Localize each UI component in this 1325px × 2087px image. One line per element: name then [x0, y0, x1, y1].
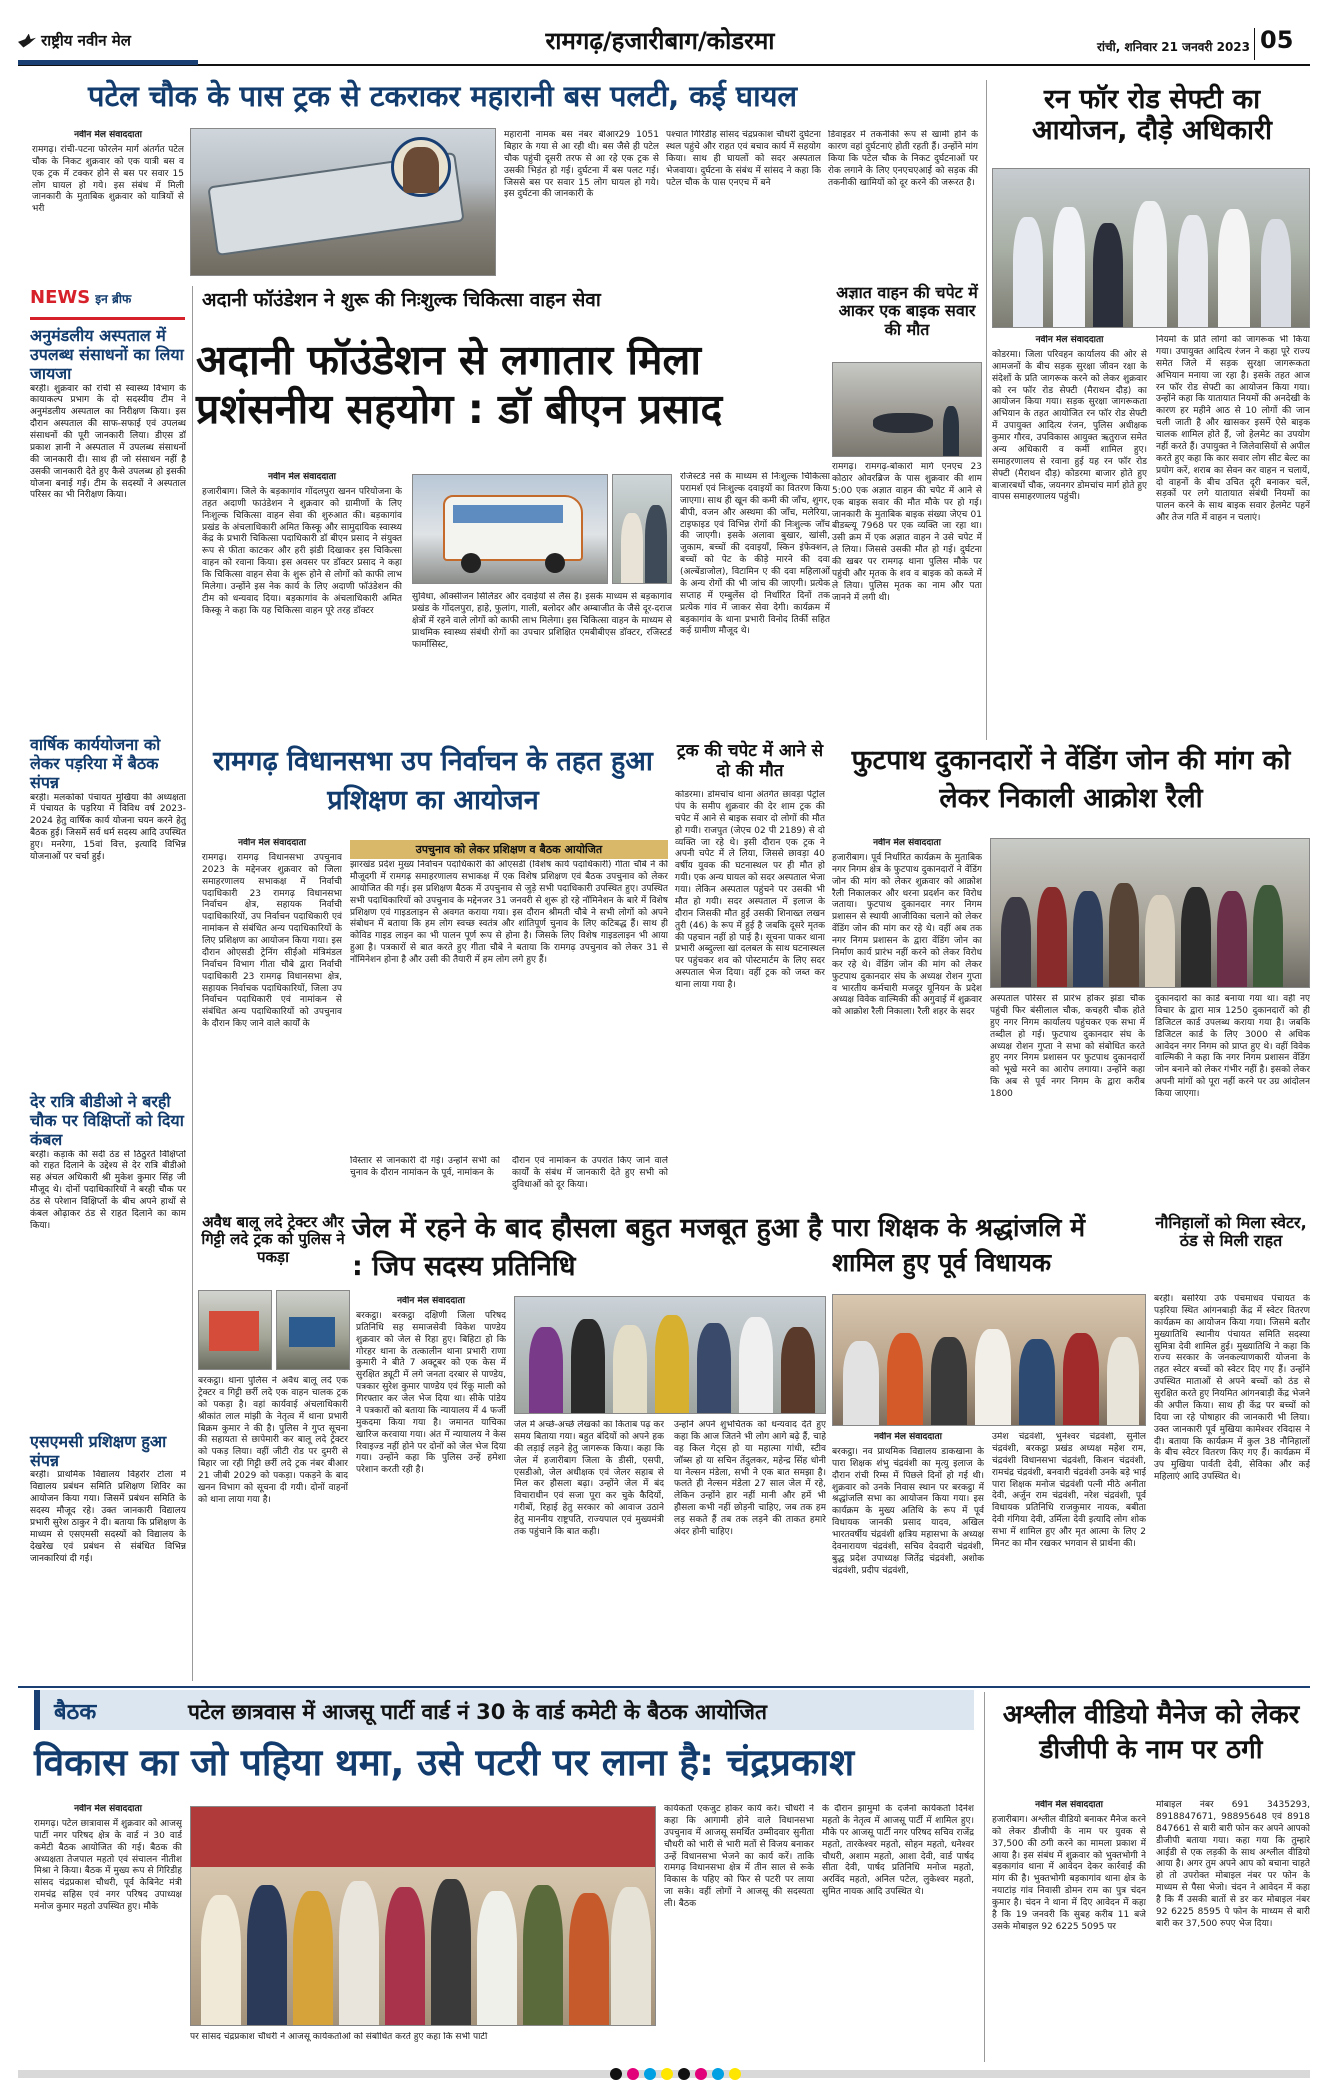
adani-headline: अदानी फॉउंडेशन से लगातार मिला प्रशंसनीय सहयोग : डॉ बीएन प्रसाद	[196, 336, 723, 434]
medical-van-photo	[412, 474, 608, 584]
register-dot	[627, 2068, 639, 2080]
party-meeting-photo	[190, 1806, 656, 2026]
bus-story-col2: महारानी नामक बस नंबर बीआर29 1051 बिहार के गया से आ रही थी। बस जैसे ही पटेल चौक पहुंची दूसरी तरफ से आ रहे एक ट्रक से उसकी भिड़ंत हो गई। दुर्घटना में बस पलट गई। जिससे बस पर सवार 15 लोग घायल हो गये। इस दुर्घटना की जानकारी के	[504, 130, 659, 200]
bus-story-col3: पश्चात गिरिडीह सांसद चंद्रप्रकाश चौधरी दुर्घटना स्थल पहुंचे और राहत एवं बचाव कार्य में सहयोग किया। साथ ही घायलों को सदर अस्पताल भेजवाया। दुर्घटना के संबंध में सांसद ने कहा कि पटेल चौक के पास एनएच में बने	[666, 130, 821, 188]
footpath-rally-photo	[990, 838, 1310, 988]
issue-date: रांची, शनिवार 21 जनवरी 2023	[1097, 40, 1250, 54]
color-register-marks	[610, 2068, 750, 2080]
sweater-distribution-body: बरही। बसरिया उर्फ पंचमाधव पंचायत के पड़रिया स्थित आंगनबाड़ी केंद्र में स्वेटर वितरण कार्यक्रम का आयोजन किया गया। जिसमे बतौर मुख्यातिथि स्थानीय पंचायत समिति सदस्या सुमित्रा देवी शामिल हुई। मुख्यातिथि ने कहा कि राज्य सरकार के जनकल्याणकारी योजना के तहत स्वेटर बच्चों को स्वेटर दिए गए हैं। उन्होंने उपस्थित माताओं से अपने बच्चों को ठंड से सुरक्षित करते हुए नियमित आंगनबाड़ी केंद्र भेजने की अपील किया। साथ ही केंद्र पर बच्चों को दिया जा रहे पोषाहार की जानकारी भी लिया। उक्त जानकारी पूर्व मुखिया कामेश्वर रविदास ने दी। बताया कि कार्यक्रम में कुल 38 नौनिहालों के बीच स्वेटर वितरण किए गए हैं। कार्यक्रम में उप मुखिया पार्वती देवी, सेविका और कई महिलाएं आदि उपस्थित थे।	[1154, 1294, 1310, 1483]
register-dot	[678, 2068, 690, 2080]
jail-story-col2: जेल में अच्छे-अच्छे लेखकों का किताब पढ़ कर समय बिताया गया। बहुत बंदियों को अपने हक की लड़ाई लड़ने हेतु जागरूक किया। कहा कि जेल में हजारीबाग जिला के डीसी, एसपी, एसडीओ, जेल अधीक्षक एवं जेलर सहाब से मिल कर हौसला बढ़ा। उन्होंने जेल में बंद विचाराधीन एवं सजा पूरा कर चुके कैदियों, गरीबों, रिहाई हेतु सरकार को आवाज उठाने हेतु माननीय राष्ट्रपति, राज्यपाल एवं मुख्यमंत्री तक पहुंचाने कि बात कही।	[514, 1420, 664, 1537]
lower-right-divider	[984, 1692, 985, 2062]
byline: नवीन मेल संवाददाता	[74, 130, 142, 140]
footpath-story-col1: नवीन मेल संवाददाता हजारीबाग। पूर्व निर्धारित कार्यक्रम के मुताबिक नगर निगम क्षेत्र के फुटपाथ दुकानदारों ने वेंडिंग जोन की मांग को लेकर शुक्रवार को आक्रोश रैली निकालकर और धरना प्रदर्शन कर विरोध जताया। फुटपाथ दुकानदार नगर निगम प्रशासन से स्थायी आजीविका चलाने को लेकर वेंडिंग जोन की मांग कर रहे थे। वहीं अब तक नगर निगम प्रशासन के द्वारा वेंडिंग जोन का निर्माण कार्य प्रारंभ नहीं करने को लेकर विरोध कर रहे थे। वेंडिंग जोन की मांग को लेकर फुटपाथ दुकानदार संघ के अध्यक्ष रोशन गुप्ता व भारतीय कर्मचारी मजदूर यूनियन के प्रदेश अध्यक्ष विवेक वाल्मिकी की अगुवाई में शुक्रवार को आक्रोश रैली निकाला। रैली शहर के सदर	[832, 838, 982, 1018]
run-story-col2: नियमों के प्रति लोगों को जागरूक भी किया गया। उपायुक्त आदित्य रंजन ने कहा पूरे राज्य समेत जिले में सड़क सुरक्षा जागरूकता अभियान मनाया जा रहा है। इसके तहत आज रन फॉर रोड सेफ्टी का आयोजन किया गया। उन्होंने कहा कि यातायात नियमों की अनदेखी के कारण हर महीने आठ से 10 लोगों की जान चली जाती है और खासकर इसमें ऐसे बाइक चालक शामिल होते हैं, जो हेलमेट का उपयोग नहीं करते हैं। उपायुक्त ने जिलेवासियों से अपील करते हुए कहा कि कार सवार लोग सीट बेल्ट का प्रयोग करें, शराब का सेवन कर वाहन न चलायें, दो वाहनों के बीच उचित दूरी बनाकर चलें, सड़कों पर लगे यातायात संबंधी नियमों का पालन करने के साथ बाइक सवार हेलमेट पहनें और तेज गति में वाहन न चलाएं।	[1156, 335, 1310, 524]
ramgarh-story-col2: झारखंड प्रदेश मुख्य निर्वाचन पदाधिकारी की ओएसडी (विशेष कार्य पदाधिकारी) गीता चौबे ने की मौजूदगी में रामगढ़ समाहरणालय सभाकक्ष में एक विशेष प्रशिक्षण एवं बैठक उपचुनाव को लेकर आयोजित की गई। इस प्रशिक्षण बैठक में उपचुनाव से जुड़े सभी पदाधिकारी उपस्थित हुए। उपस्थित सभी पदाधिकारियों को उपचुनाव के मद्देनजर 31 जनवरी से शुरू हो रहे नॉमिनेशन के बारे में विशेष प्रशिक्षण एवं गाइडलाइन से अवगत कराया गया। इस दौरान श्रीमती चौबे ने सभी लोगों को अपने संबोधन में बताया कि हम लोग स्वच्छ स्वतंत्र और शांतिपूर्ण चुनाव के लिए कटिबद्ध हैं। साथ ही कोविड गाइड लाइन का भी पालन पूर्ण रूप से होना है। जिसके लिए विशेष गाइडलाइन भी आया हुआ है। पत्रकारों से बात करते हुए गीता चौबे ने बताया कि रामगढ़ उपचुनाव को लेकर 31 से नॉमिनेशन होना है और उसी की तैयारी में हम लोग लगे हुए हैं।	[350, 860, 668, 965]
register-dot	[644, 2068, 656, 2080]
register-dot	[729, 2068, 741, 2080]
adani-kicker: अदानी फॉउंडेशन ने शुरू की निःशुल्क चिकित्सा वाहन सेवा	[202, 289, 601, 311]
sweater-distribution-headline: नौनिहालों को मिला स्वेटर, ठंड से मिली राहत	[1155, 1213, 1307, 1251]
section-title: रामगढ़/हजारीबाग/कोडरमा	[545, 27, 775, 55]
page-number: 05	[1260, 26, 1294, 54]
bird-logo-icon	[18, 34, 36, 48]
ramgarh-story-col1: नवीन मेल संवाददाता रामगढ़। रामगढ़ विधानसभा उपचुनाव 2023 के मद्देनजर शुक्रवार को जिला समाहरणालय सभाकक्ष में निर्वाची पदाधिकारी 23 रामगढ़ विधानसभा निर्वाचन क्षेत्र, सहायक निर्वाची पदाधिकारियों, उप निर्वाचन पदाधिकारी एवं नामांकन से संबंधित अन्य पदाधिकारियों के लिए प्रशिक्षण का आयोजन किया गया। इस दौरान ओएसडी ट्रेनिंग सीईओ मंत्रिमंडल निर्वाचन विभाग गीता चौबे द्वारा निर्वाची पदाधिकारी 23 रामगढ़ विधानसभा क्षेत्र, सहायक निर्वाचक पदाधिकारियों, जिला उप निर्वाचन पदाधिकारी एवं नामांकन से संबंधित अन्य पदाधिकारियों को उपचुनाव के दौरान किए जाने वाले कार्यों के	[202, 838, 342, 1030]
jail-story-col1: नवीन मेल संवाददाता बरकट्ठा। बरकट्ठा दक्षिणी जिला परिषद प्रतिनिधि सह समाजसेवी विकेश पाण्डेय शुक्रवार को जेल से रिहा हुए। बिहिटा हो कि गोरहर थाना के तत्कालीन थाना प्रभारी राणा कुमारी ने बीते 7 अक्टूबर को एक केस में सुरक्षित ड्यूटी में लगे जनता दरबार से पाण्डेय, पत्रकार सुरेश कुमार पाण्डेय एवं रिंकू माली को गिरफ्तार कर जेल भेज दिया था। सीके पांडेय ने पत्रकारों को बताया कि न्यायालय में 4 फर्जी मुकदमा किया गया है। जमानत याचिका खारिज करवाया गया। अंत में न्यायालय ने केस रिवाइज्ड नहीं होने पर दोनों को जेल भेज दिया गया। उन्होंने कहा कि पुलिस उन्हें हमेशा परेशान करती रही है।	[356, 1296, 506, 1476]
ramgarh-training-headline: रामगढ़ विधानसभा उप निर्वाचन के तहत हुआ प्रशिक्षण का आयोजन	[213, 746, 653, 817]
footpath-story-col2: अस्पताल परिसर से प्रारंभ होकर झंडा चौक पहुंची फिर बंसीलाल चौक, कचहरी चौक होते हुए नगर निगम कार्यालय पहुंचकर एक सभा में तब्दील हो गई। फुटपाथ दुकानदार संघ के अध्यक्ष रोशन गुप्ता ने सभा को संबोधित करते हुए नगर निगम प्रशासन पर फुटपाथ दुकानदारों को भूखे मरने का आरोप लगाया। उन्होंने कहा कि अब से पूर्व नगर निगम के द्वारा करीब 1800	[990, 994, 1145, 1099]
jail-release-photo	[514, 1296, 826, 1414]
footpath-story-col3: दुकानदारों का कार्ड बनाया गया था। वहीं नए विचार के द्वारा मात्र 1250 दुकानदारों को ही डिजिटल कार्ड उपलब्ध कराया गया है। जबकि डिजिटल कार्ड के लिए 3000 से अधिक आवेदन नगर निगम को प्राप्त हुए थे। वहीं विवेक वाल्मिकी ने कहा कि नगर निगम प्रशासन वेंडिंग जोन बनाने को लेकर गंभीर नहीं है। इसको लेकर अपनी मांगों को पूरा नहीं करने पर उग्र आंदोलन किया जाएगा।	[1155, 994, 1310, 1099]
jail-story-col3: उन्होंने अपने शुभचिंतक को धन्यवाद देते हुए कहा कि आज जितने भी लोग आगे बढ़े हैं, चाहे वह किल गेट्स हो या महात्मा गांधी, स्टीव जॉब्स हो या सचिन तेंदुलकर, महेन्द्र सिंह धोनी या नेल्सन मंडेला, सभी ने एक बात समझा है। फलते ही नेल्सन मंडेला 27 साल जेल में रहे, लेकिन उन्होंने हार नहीं मानी और हमें भी हौसला कभी नहीं छोड़नी चाहिए, जब तक हम लड़ सकते हैं तब तक लड़ने की ताकत हमारे अंदर होनी चाहिए।	[674, 1420, 826, 1537]
footpath-rally-headline: फुटपाथ दुकानदारों ने वेंडिंग जोन की मांग को लेकर निकाली आक्रोश रैली	[851, 745, 1291, 814]
bus-story-col1: नवीन मेल संवाददाता रामगढ़। रांची-पटना फोरलेन मार्ग अंतर्गत पटेल चौक के निकट शुक्रवार को एक यात्री बस व एक ट्रक में टक्कर होने से बस पर सवार 15 लोग घायल हो गये। इस संबंध में मिली जानकारी के मुताबिक शुक्रवार को यात्रियों से भरी	[32, 130, 184, 215]
vikas-story-col4: के दौरान झामुमो के दर्जनों कार्यकर्ता दिनेश महतो के नेतृत्व में आजसू पार्टी में शामिल हुए। मौके पर आजसू पार्टी नगर परिषद सचिव राजेंद्र महतो, तारकेश्वर महतो, सोहन महतो, धनेश्वर चौधरी, अशाम महतो, आशा देवी, वार्ड पार्षद सीता देवी, पार्षद प्रतिनिधि मनोज महतो, अरविंद महतो, अनिल पटेल, लुकेश्वर महतो, सुमित नायक आदि उपस्थित थे।	[822, 1804, 974, 1898]
masthead	[18, 30, 278, 60]
teacher-story-col2: उमेश चंद्रवंशी, भुनेश्वर चंद्रवंशी, सुनील चंद्रवंशी, बरकट्ठा प्रखंड अध्यक्ष महेश राम, चंद्रवंशी विधानसभा चंद्रवंशी, किशन चंद्रवंशी, रामचंद्र चंद्रवंशी, बनवारी चंद्रवंशी उनके बड़े भाई पारा शिक्षक मनोज चंद्रवंशी पत्नी मीठे अनीता देवी, अर्जुन राम चंद्रवंशी, नरेश चंद्रवंशी, पूर्व विधायक प्रतिनिधि राजकुमार नायक, बबीता देवी गंगिया देवी, उर्मिला देवी इत्यादि लोग शोक सभा में शामिल हुए और मृत आत्मा के लिए 2 मिनट का मौन रखकर भगवान से प्रार्थना की।	[992, 1432, 1146, 1549]
tractor-photo-2	[276, 1290, 350, 1370]
brand-name: राष्ट्रीय नवीन मेल	[41, 31, 131, 50]
run-safety-headline: रन फॉर रोड सेफ्टी का आयोजन, दौड़े अधिकारी	[1031, 84, 1273, 147]
bike-accident-photo	[832, 362, 982, 457]
video-fraud-headline: अश्लील वीडियो मैनेज को लेकर डीजीपी के नाम पर ठगी	[1002, 1700, 1300, 1766]
adani-story-col2: सुविधा, ऑक्सीजन सिलिंडर और दवाईयों से लैस है। इसके माध्यम से बड़कागांव प्रखंड के गोंदलपुरा, हाहे, फुलांग, गाली, बलोदर और अम्बाजीत के जैसे दूर-दराज क्षेत्रों में रहने वाले लोगों को काफी लाभ मिलेगा। इस चिकित्सा वाहन के माध्यम से प्राथमिक स्वास्थ्य संबंधी रोगों का उपचार प्रशिक्षित एमबीबीएस डॉक्टर, रजिस्टर्ड फार्मासिस्ट,	[412, 592, 672, 650]
run-story-col1: नवीन मेल संवाददाता कोडरमा। जिला परिवहन कार्यालय की ओर से आमजनों के बीच सड़क सुरक्षा जीवन रक्षा के संदेशों के प्रति जागरूक करने को लेकर शुक्रवार को रन फॉर रोड सेफ्टी (मैराथन दौड़) का आयोजन किया गया। सड़क सुरक्षा जागरूकता अभियान के तहत आयोजित रन फॉर रोड सेफ्टी में उपायुक्त आदित्य रंजन, पुलिस अधीक्षक कुमार गौरव, उपविकास आयुक्त ऋतुराज समेत अन्य अधिकारी व कर्मी शामिल हुए। समाहरणालय से रवाना हुई यह रन फॉर रोड सेफ्टी (मैराथन दौड़) कोडरमा बाजार होते हुए बाजारबधों चौक, जयनगर डोमचांच मार्ग होते हुए वापस समाहरणालय पहुंची।	[992, 335, 1147, 503]
bus-story-col4: डिवाइडर में तकनीकी रूप से खामी होने के कारण वहां दुर्घटनाएं होती रहती हैं। उन्होंने मांग किया कि पटेल चौक के निकट दुर्घटनाओं पर रोक लगाने के लिए एनएचएआई को सड़क की तकनीकी खामियों को दूर करने की जरूरत है।	[828, 130, 978, 188]
ramgarh-subtitle: उपचुनाव को लेकर प्रशिक्षण व बैठक आयोजित	[350, 840, 668, 859]
bus-accident-headline: पटेल चौक के पास ट्रक से टकराकर महारानी बस पलटी, कई घायल	[88, 79, 798, 113]
tribute-photo	[832, 1294, 1146, 1426]
header-rule	[18, 64, 1310, 66]
sidebar-brief-1: अनुमंडलीय अस्पताल में उपलब्ध संसाधनों का लिया जायजा बरही। शुक्रवार को रांची से स्वास्थ्य विभाग के कायाकल्प प्रभाग के दो सदस्यीय टीम ने अनुमंडलीय अस्पताल का निरीक्षण किया। इस दौरान अस्पताल की साफ-सफाई एवं उपलब्ध संसाधनों की पूरी जानकारी लिया। डीएस डॉ प्रकाश ज्ञानी ने अस्पताल में उपलब्ध संसाधनों की जानकारी दी। साथ ही जो संसाधन नहीं है उसकी जानकारी देते हुए कैसे उपलब्ध हो इसकी योजना बनाई गई। टीम के सदस्यों ने अस्पताल परिसर का भी निरीक्षण किया।	[30, 326, 186, 501]
video-fraud-col1: नवीन मेल संवाददाता हजारीबाग। अश्लील वीडियो बनाकर मैनेज करने को लेकर डीजीपी के नाम पर युवक से 37,500 की ठगी करने का मामला प्रकाश में आया है। इस संबंध में शुक्रवार को भुक्तभोगी ने बड़कागांव थाना में आवेदन देकर कार्रवाई की मांग की है। भुक्तभोगी बड़कागांव थाना क्षेत्र के नयाटांड़ गांव निवासी डोमन राम का पुत्र चंदन कुमार है। चंदन ने थाना में दिए आवेदन में कहा है कि 19 जनवरी कि सुबह करीब 11 बजे उसके मोबाइल 92 6225 5095 पर	[992, 1800, 1146, 1932]
teacher-story-col1: नवीन मेल संवाददाता बरकट्ठा। नव प्राथमिक विद्यालय डाकखाना के पारा शिक्षक शंभु चंद्रवंशी का मृत्यु इलाज के दौरान रांची रिम्स में पिछले दिनों हो गई थी। शुक्रवार को उनके निवास स्थान पर बरकट्ठा में श्रद्धांजलि सभा का आयोजन किया गया। इस कार्यक्रम के मुख्य अतिथि के रूप में पूर्व विधायक जानकी प्रसाद यादव, अखिल भारतवर्षीय चंद्रवंशी क्षत्रिय महासभा के अध्यक्ष देवनारायण चंद्रवंशी, सचिव देवदारी चंद्रवंशी, बुद्ध प्रदेश उपाध्यक्ष जितेंद्र चंद्रवंशी, अशोक चंद्रवंशी, प्रदीप चंद्रवंशी,	[832, 1432, 984, 1576]
news-brief-rule	[30, 317, 185, 320]
ramgarh-story-col3: विस्तार से जानकारी दी गई। उन्होंने सभी को चुनाव के दौरान नामांकन के पूर्व, नामांकन के	[350, 1156, 500, 1178]
tractor-photo-1	[198, 1290, 272, 1370]
adani-ribbon-photo	[612, 474, 672, 584]
jail-headline: जेल में रहने के बाद हौसला बहुत मजबूत हुआ है : जिप सदस्य प्रतिनिधि	[352, 1213, 823, 1282]
header-divider	[1254, 28, 1255, 60]
teacher-tribute-headline: पारा शिक्षक के श्रद्धांजलि में शामिल हुए पूर्व विधायक	[832, 1213, 1086, 1277]
sidebar-brief-2: वार्षिक कार्ययोजना को लेकर पड़रिया में बैठक संपन्न बरही। मलकोको पंचायत मुखिया की अध्यक्षता में पंचायत के पड़रिया में विविध वर्ष 2023-2024 हेतु वार्षिक कार्य योजना चयन करने हेतु बैठक हुई। जिसमें सर्व धर्म सदस्य आदि उपस्थित हुए। मनरेगा, 15वां वित्त, इत्यादि विभिन्न योजनाओं पर चर्चा हुई।	[30, 735, 186, 862]
news-brief-label: NEWS इन ब्रीफ	[30, 287, 132, 308]
meeting-strip-text: पटेल छात्रवास में आजसू पार्टी वार्ड नं 30 के वार्ड कमेटी के बैठक आयोजित	[188, 1700, 767, 1724]
bike-accident-body: रामगढ़। रामगढ़-बोकारो मार्ग एनएच 23 कोठार ओवरब्रिज के पास शुक्रवार की शाम 5:00 एक अज्ञात वाहन की चपेट में आने से एक बाइक सवार की मौत मौके पर हो गई। जानकारी के मुताबिक बाइक संख्या जेएच 01 बीडब्ल्यू 7968 पर एक व्यक्ति जा रहा था। उसी क्रम में एक अज्ञात वाहन ने उसे चपेट में ले लिया। जिससे उसकी मौत हो गई। दुर्घटना की खबर पर रामगढ़ थाना पुलिस मौके पर पहुंची और मृतक के शव व बाइक को कब्जे में ले लिया। पुलिस मृतक का नाम और पता जानने में लगी थी।	[832, 462, 982, 603]
header-accent-bar	[18, 60, 198, 65]
truck-death-body: कोडरमा। डोमचांच थाना अंतर्गत छावड़ा पेट्रोल पंप के समीप शुक्रवार की देर शाम ट्रक की चपेट में आने से बाइक सवार दो लोगों की मौत हो गयी। राजपुत (जेएच 02 पी 2189) से दो व्यक्ति जा रहे थे। इसी दौरान एक ट्रक ने अपनी चपेट में ले लिया, जिससे छावड़ा 40 वर्षीय युवक की घटनास्थल पर ही मौत हो गयी। एक अन्य घायल को सदर अस्पताल भेजा गया। लेकिन अस्पताल पहुंचने पर उसकी भी मौत हो गयी। सदर अस्पताल में इलाज के दौरान जिसकी मौत हुई उसकी शिनाख्त लखन तुरी (46) के रूप में हुई है जबकि दूसरे मृतक की पहचान नहीं हो पाई है। सूचना पाकर थाना प्रभारी अब्दुल्ला खां दलबल के साथ घटनास्थल पर पहुंचकर शव को पोस्टमार्टम के लिए सदर अस्पताल भेज दिया। वहीं ट्रक को जब्त कर थाना लाया गया है।	[675, 790, 825, 990]
lower-section-rule	[18, 1686, 1310, 1688]
register-dot	[712, 2068, 724, 2080]
vikas-story-col3: कार्यकर्ता एकजुट होकर कार्य करें। चौधरी ने कहा कि आगामी होने वाले विधानसभा उपचुनाव में आजसू समर्थित उम्मीदवार सुनीता चौधरी को भारी से भारी मतों से विजय बनाकर उन्हें विधानसभा भेजने का कार्य करें। ताकि रामगढ़ विधानसभा क्षेत्र में तीन साल से रूके विकास के पहिए को फिर से पटरी पर लाया जा सके। वहीं लोगों ने आजसू की सदस्यता ली। बैठक	[664, 1804, 814, 1909]
bike-accident-headline: अज्ञात वाहन की चपेट में आकर एक बाइक सवार की मौत	[836, 283, 978, 339]
register-dot	[695, 2068, 707, 2080]
sidebar-divider	[192, 286, 193, 1681]
register-dot	[610, 2068, 622, 2080]
meeting-strip-label: बैठक	[54, 1700, 97, 1725]
sidebar-brief-3: देर रात्रि बीडीओ ने बरही चौक पर विक्षिप्तों को दिया कंबल बरही। कड़ाके की सर्दी ठंड से ठिठुरते विक्षिप्तों को राहत दिलाने के उद्देश्य से देर रात्रि बीडीओ सह अंचल अधिकारी श्री मुकेश कुमार सिंह जी मौजूद थे। दोनों पदाधिकारियों ने बरही चौक पर ठंड से परेशान विक्षिप्तों के बीच अपने हाथों से कंबल ओढ़ाकर ठंड से राहत दिलाने का काम किया।	[30, 1092, 186, 1231]
ramgarh-story-col4: दौरान एवं नामांकन के उपरांत किए जाने वाले कार्यों के संबंध में जानकारी देते हुए सभी को दुविधाओं को दूर किया।	[512, 1156, 668, 1190]
meeting-strip	[34, 1690, 974, 1730]
truck-death-headline: ट्रक की चपेट में आने से दो की मौत	[676, 741, 824, 781]
vikas-story-col1: नवीन मेल संवाददाता रामगढ़। पटेल छात्रावास में शुक्रवार को आजसू पार्टी नगर परिषद क्षेत्र के वार्ड नं 30 वार्ड कमेटी बैठक आयोजित की गई। बैठक की अध्यक्षता तेजपाल महतो एवं संचालन नीतीश मिश्रा ने किया। बैठक में मुख्य रूप से गिरिडीह सांसद चंद्रप्रकाश चौधरी, पूर्व केबिनेट मंत्री रामचंद्र सहिस एवं नगर परिषद उपाध्यक्ष मनोज कुमार महतो उपस्थित हुए। मौके	[34, 1804, 182, 1912]
adani-story-col1: नवीन मेल संवाददाता हजारीबाग। जिले के बड़कागांव गोंदलपुरा खनन परियोजना के तहत अदाणी फाउंडेशन ने शुक्रवार को ग्रामीणों के लिए निःशुल्क चिकित्सा वाहन सेवा की शुरुआत की। बड़कागांव प्रखंड के अंचलाधिकारी अमित किस्कू और सामुदायिक स्वास्थ्य केंद्र के प्रभारी चिकित्सा पदाधिकारी डॉ बीएन प्रसाद ने संयुक्त रूप से फीता काटकर और हरी झंडी दिखाकर इस चिकित्सा वाहन को रवाना किया। इस अवसर पर डॉक्टर प्रसाद ने कहा कि चिकित्सा वाहन सेवा के शुरू होने से लोगों को काफी लाभ मिलेगा। उन्होंने इस नेक कार्य के लिए अदाणी फॉउंडेशन की टीम को धन्यवाद दिया। बड़कागांव के अंचलाधिकारी अमित किस्कू ने कहा कि यह चिकित्सा वाहन पूरे तरह डॉक्टर	[202, 472, 402, 616]
run-safety-photo	[992, 168, 1310, 328]
right-column-divider	[986, 80, 987, 740]
tractor-headline: अवैध बालू लदे ट्रेक्टर और गिट्टी लदे ट्रक को पुलिस ने पकड़ा	[201, 1213, 345, 1266]
register-dot	[661, 2068, 673, 2080]
adani-story-col3: रजिस्टर्ड नर्स के माध्यम से निःशुल्क चिकित्सा परामर्श एवं निःशुल्क दवाइयों का वितरण किया जाएगा। साथ ही खून की कमी की जाँच, शुगर, बीपी, वजन और अस्थमा की जाँच, मलेरिया, टाइफाइड एवं विभिन्न रोगों की निःशुल्क जाँच की जाएगी। इसके अलावा बुखार, खांसी, जुकाम, बच्चों की दवाइयाँ, स्किन इंफेक्शन, बच्चों को पेट के कीड़े मारने की दवा (अल्बेंडाजोल), विटामिन ए की दवा महिलाओं के अन्य रोगों की भी जांच की जाएगी। प्रत्येक सप्ताह में एम्बुलेंस दो निर्धारित दिनों तक प्रत्येक गांव में जाकर सेवा देगी। कार्यक्रम में बड़कागांव के थाना प्रभारी विनोद तिर्की सहित कई ग्रामीण मौजूद थे।	[680, 472, 830, 637]
sidebar-brief-4: एसएमसी प्रशिक्षण हुआ संपन्न बरही। प्राथमिक विद्यालय विहरोर टोला में विद्यालय प्रबंधन समिति प्रशिक्षण शिविर का आयोजन किया गया। जिसमें प्रबंधन समिति के सदस्य मौजूद रहे। उक्त जानकारी विद्यालय प्रभारी सुरेश ठाकुर ने दी। बताया कि प्रशिक्षण के माध्यम से एसएमसी सदस्यों को विद्यालय के देखरेख एवं प्रबंधन से संबंधित विभिन्न जानकारियां दी गई।	[30, 1432, 186, 1564]
tractor-body: बरकट्ठा। थाना पुलिस ने अवैध बालू लदे एक ट्रेक्टर व गिट्टी छर्री लदे एक वाहन चालक ट्रक को पकड़ा है। वहां कार्यवाई अंचलाधिकारी श्रीकांत लाल मांझी के नेतृत्व में थाना प्रभारी बिक्रम कुमार ने की है। पुलिस ने गुप्त सूचना की सहायता से छापेमारी कर बालू लदे ट्रेक्टर को पकड़ लिया। वहीं जीटी रोड पर दुमरी से बिहार जा रही गिट्टी छर्री लदे ट्रक नंबर बीआर 21 जीबी 2029 को पकड़ा। पकड़ने के बाद खनन विभाग को सूचना दी गयी। दोनों वाहनों को थाना लाया गया है।	[198, 1376, 348, 1505]
vikas-story-col2: पर सांसद चंद्रप्रकाश चौधरी ने आजसू कार्यकर्ताओं को संबोधित करते हुए कहा कि सभी पार्टी	[190, 2032, 488, 2042]
video-fraud-col2: मोबाइल नंबर 691 3435293, 8918847671, 98895648 एवं 8918 847661 से बारी बारी फोन कर अपने आपको डीजीपी बताया गया। कहा गया कि तुम्हारे आईडी से एक लड़की के साथ अश्लील वीडियो आया है। अगर तुम अपने आप को बचाना चाहते हो तो उपरोक्त मोबाइल नंबर पर फोन के माध्यम से पैसा भेजो। चंदन ने आवेदन में कहा है कि मैं उसकी बातों से डर कर मोबाइल नंबर 92 6225 8595 पे फोन के माध्यम से बारी बारी कर 37,500 रुपए भेज दिया।	[1156, 1800, 1310, 1929]
bus-accident-photo	[190, 128, 496, 276]
vikas-headline: विकास का जो पहिया थमा, उसे पटरी पर लाना है: चंद्रप्रकाश	[34, 1741, 855, 1784]
